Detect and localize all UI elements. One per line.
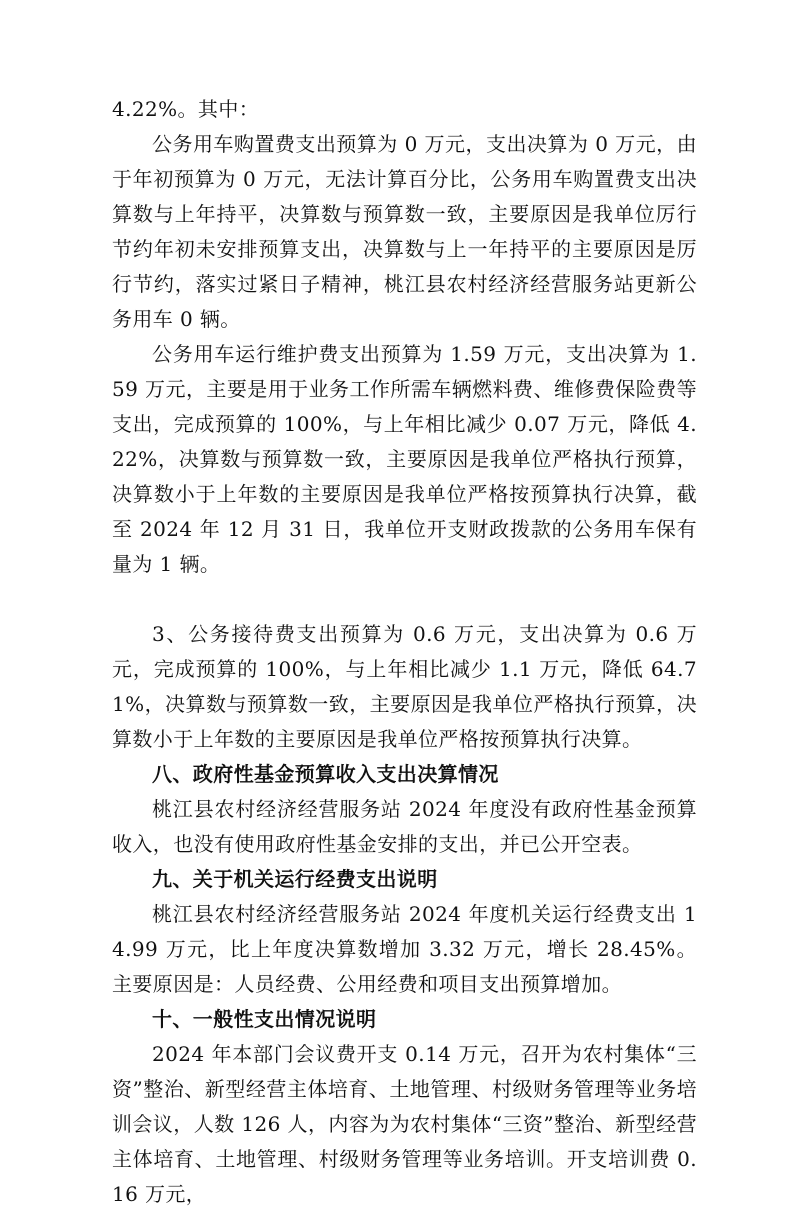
section-heading-9: 九、关于机关运行经费支出说明 xyxy=(152,867,438,891)
paragraph-continuation: 4.22%。其中： xyxy=(112,97,260,121)
paragraph-vehicle-purchase: 公务用车购置费支出预算为 0 万元，支出决算为 0 万元，由于年初预算为 0 万元，无法计算百分比，公务用车购置费支出决算数与上年持平，决算数与预算数一致，主要原因是我单位厉行节约年初未安排预算支出，决算数与上一年持平的主要原因是厉行节约，落实过紧日子精神，桃江县农村经济经营服务站更新公务用车 0 辆。 xyxy=(112,132,697,331)
section-heading-8: 八、政府性基金预算收入支出决算情况 xyxy=(152,762,499,786)
paragraph-general-expense: 2024 年本部门会议费开支 0.14 万元，召开为农村集体“三资”整治、新型经营主体培育、土地管理、村级财务管理等业务培训会议，人数 126 人，内容为为农村集体“三资”整治、新型经营主体培育、土地管理、村级财务管理等业务培训。开支培训费 0.16 万元， xyxy=(112,1042,697,1206)
paragraph-reception-expense: 3、公务接待费支出预算为 0.6 万元，支出决算为 0.6 万元，完成预算的 100%，与上年相比减少 1.1 万元，降低 64.71%，决算数与预算数一致，主要原因是我单位严格执行预算，决算数小于上年数的主要原因是我单位严格按预算执行决算。 xyxy=(112,622,697,751)
paragraph-vehicle-maintenance: 公务用车运行维护费支出预算为 1.59 万元，支出决算为 1.59 万元，主要是用于业务工作所需车辆燃料费、维修费保险费等支出，完成预算的 100%，与上年相比减少 0.07 万元，降低 4.22%，决算数与预算数一致，主要原因是我单位严格执行预算，决算数小于上年数的主要原因是我单位严格按预算执行决算，截至 2024 年 12 月 31 日，我单位开支财政拨款的公务用车保有量为 1 辆。 xyxy=(112,342,697,576)
section-heading-10: 十、一般性支出情况说明 xyxy=(152,1007,377,1031)
paragraph-operating-expense: 桃江县农村经济经营服务站 2024 年度机关运行经费支出 14.99 万元，比上年度决算数增加 3.32 万元，增长 28.45%。主要原因是：人员经费、公用经费和项目支出预算增加。 xyxy=(112,902,697,996)
paragraph-government-fund: 桃江县农村经济经营服务站 2024 年度没有政府性基金预算收入，也没有使用政府性基金安排的支出，并已公开空表。 xyxy=(112,797,697,856)
